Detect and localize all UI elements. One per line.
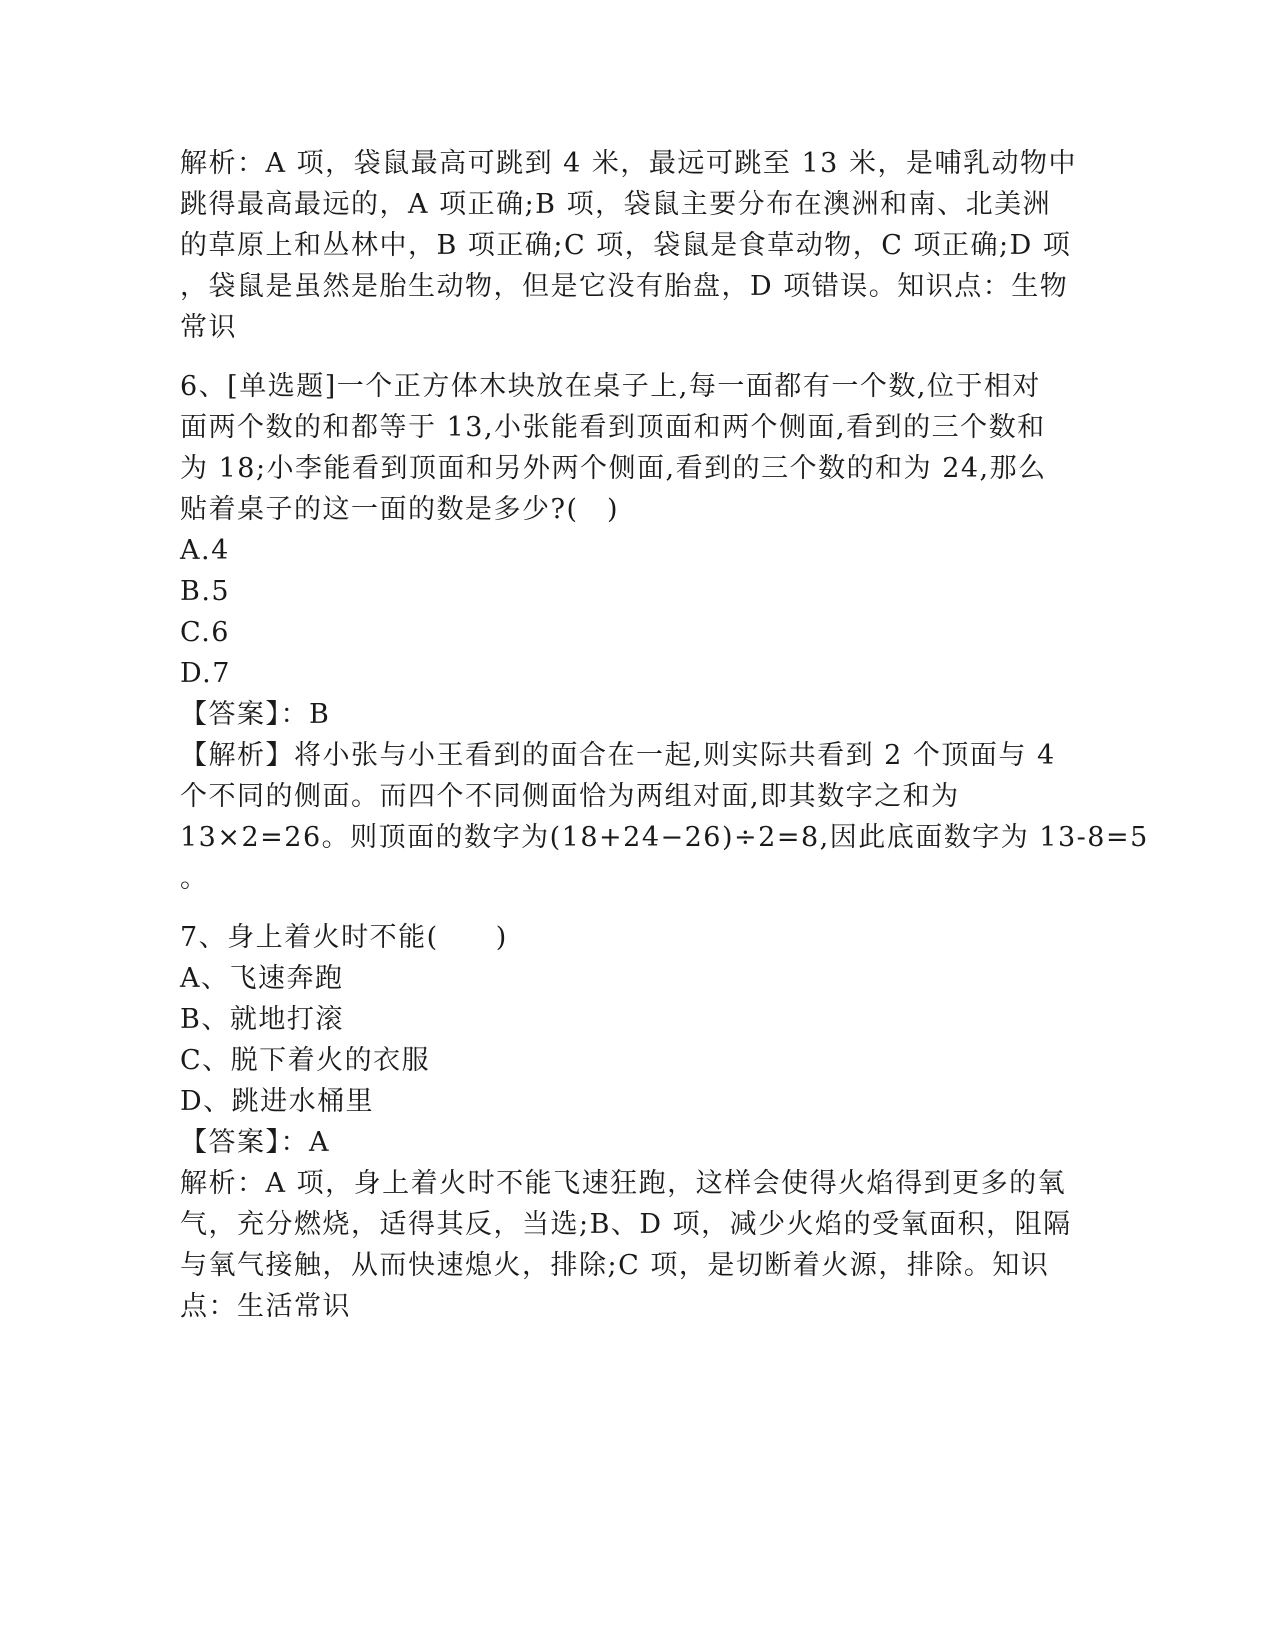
- option-b: B、就地打滚: [180, 1004, 344, 1035]
- option-d: D、跳进水桶里: [180, 1086, 375, 1117]
- analysis-line: 点：生活常识: [180, 1291, 351, 1322]
- option-c: C.6: [180, 617, 230, 648]
- option-c: C、脱下着火的衣服: [180, 1045, 431, 1076]
- analysis-line: ，袋鼠是虽然是胎生动物，但是它没有胎盘，D 项错误。知识点：生物: [180, 271, 1069, 302]
- analysis-line: 13×2=26。则顶面的数字为(18+24−26)÷2=8,因此底面数字为 13-8=5: [180, 822, 1149, 853]
- question-stem-line: 为 18;小李能看到顶面和另外两个侧面,看到的三个数的和为 24,那么: [180, 453, 1047, 484]
- question-stem-line: 贴着桌子的这一面的数是多少?( ): [180, 494, 620, 525]
- question-stem-line: 6、[单选题]一个正方体木块放在桌子上,每一面都有一个数,位于相对: [180, 371, 1041, 402]
- document-page: [180, 143, 1149, 1327]
- question-stem-line: 面两个数的和都等于 13,小张能看到顶面和两个侧面,看到的三个数和: [180, 412, 1046, 443]
- option-a: A.4: [180, 535, 230, 566]
- analysis-line: 解析：A 项，袋鼠最高可跳到 4 米，最远可跳至 13 米，是哺乳动物中: [180, 148, 1077, 179]
- question-6: [180, 366, 1149, 899]
- question-7: [180, 917, 1080, 1327]
- analysis-line: 气，充分燃烧，适得其反，当选;B、D 项，减少火焰的受氧面积，阻隔: [180, 1209, 1072, 1240]
- answer-line: 【答案】：A: [180, 1127, 330, 1158]
- option-d: D.7: [180, 658, 231, 689]
- analysis-line: 【解析】将小张与小王看到的面合在一起,则实际共看到 2 个顶面与 4: [180, 740, 1056, 771]
- option-a: A、飞速奔跑: [180, 963, 344, 994]
- analysis-line: 常识: [180, 312, 237, 343]
- analysis-line: 。: [180, 863, 209, 894]
- analysis-line: 的草原上和丛林中，B 项正确;C 项，袋鼠是食草动物，C 项正确;D 项: [180, 230, 1072, 261]
- analysis-line: 个不同的侧面。而四个不同侧面恰为两组对面,即其数字之和为: [180, 781, 960, 812]
- analysis-line: 解析：A 项，身上着火时不能飞速狂跑，这样会使得火焰得到更多的氧: [180, 1168, 1067, 1199]
- analysis-line: 跳得最高最远的，A 项正确;B 项，袋鼠主要分布在澳洲和南、北美洲: [180, 189, 1052, 220]
- option-b: B.5: [180, 576, 231, 607]
- question-stem-line: 7、身上着火时不能( ): [180, 922, 508, 953]
- answer-line: 【答案】：B: [180, 699, 331, 730]
- q5-analysis: [180, 143, 1080, 348]
- spacer: [180, 899, 1080, 917]
- spacer: [180, 348, 1080, 366]
- analysis-line: 与氧气接触，从而快速熄火，排除;C 项，是切断着火源，排除。知识: [180, 1250, 1050, 1281]
